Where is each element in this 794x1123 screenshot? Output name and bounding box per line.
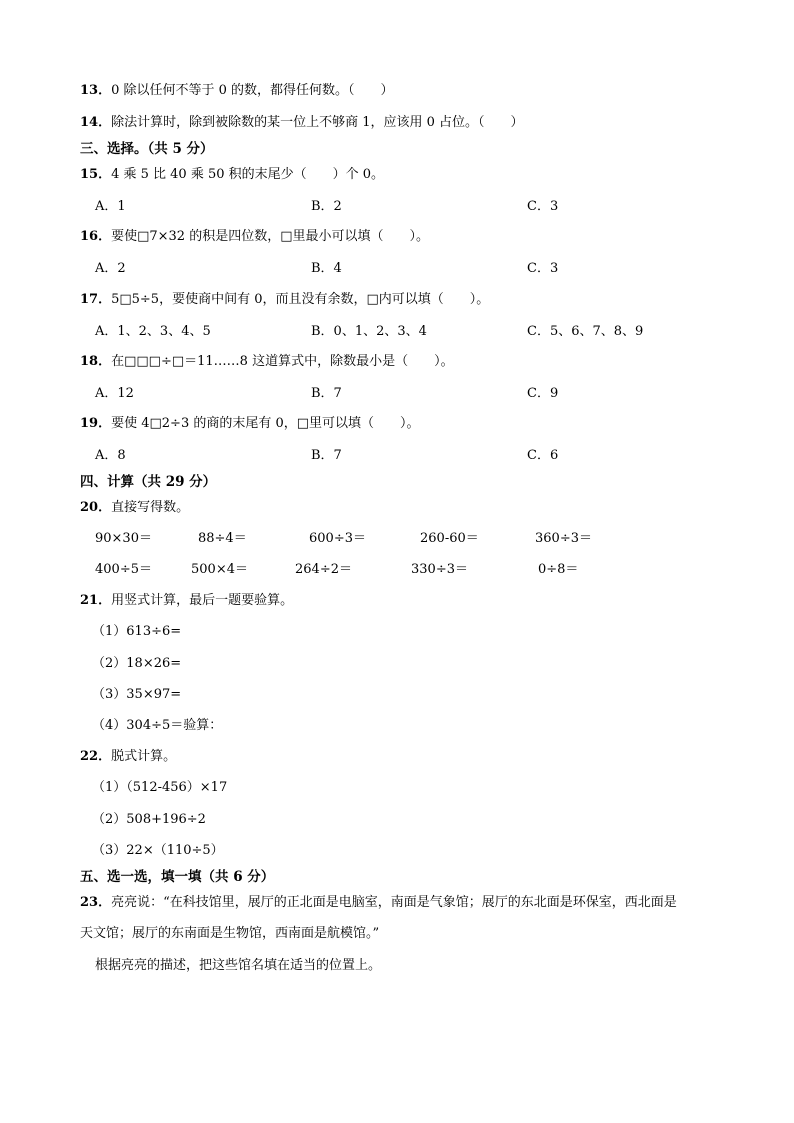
option-a: A．12 xyxy=(95,386,134,401)
question-text: 要使□7×32 的积是四位数，□里最小可以填（ ）。 xyxy=(111,229,429,244)
question-text: 5□5÷5，要使商中间有 0，而且没有余数，□内可以填（ ）。 xyxy=(111,292,490,307)
question-20 xyxy=(80,500,189,516)
option-a: A．1、2、3、4、5 xyxy=(95,324,211,339)
oral-calc-item: 500×4＝ xyxy=(191,562,248,577)
question-text: 0 除以任何不等于 0 的数，都得任何数。（ ） xyxy=(111,83,394,98)
oral-calc-item: 330÷3＝ xyxy=(411,562,468,577)
question-15 xyxy=(80,167,384,183)
section-heading-5: 五、选一选，填一填（共 6 分） xyxy=(80,869,275,885)
question-21 xyxy=(80,593,293,609)
question-text: 在□□□÷□＝11……8 这道算式中，除数最小是（ ）。 xyxy=(111,354,454,369)
instruction-text: 根据亮亮的描述，把这些馆名填在适当的位置上。 xyxy=(95,958,382,973)
option-b: B．2 xyxy=(311,199,342,214)
section-heading-4: 四、计算（共 29 分） xyxy=(80,474,217,490)
option-a: A．2 xyxy=(95,261,126,276)
option-b: B．4 xyxy=(311,261,342,276)
sub-item: （1）（512-456）×17 xyxy=(92,780,228,795)
question-number: 16． xyxy=(80,229,112,244)
question-number: 17． xyxy=(80,292,112,307)
question-number: 22． xyxy=(80,749,112,764)
question-text: 要使 4□2÷3 的商的末尾有 0，□里可以填（ ）。 xyxy=(111,416,420,431)
option-c: C．9 xyxy=(527,386,559,401)
question-text: 亮亮说：“在科技馆里，展厅的正北面是电脑室，南面是气象馆；展厅的东北面是环保室，西北面是 xyxy=(111,895,677,910)
question-number: 23． xyxy=(80,895,112,910)
question-16 xyxy=(80,229,429,245)
oral-calc-item: 90×30＝ xyxy=(95,531,152,546)
question-17 xyxy=(80,292,489,308)
oral-calc-item: 360÷3＝ xyxy=(535,531,592,546)
sub-item: （4）304÷5＝验算： xyxy=(92,718,223,733)
option-c: C．5、6、7、8、9 xyxy=(527,324,644,339)
sub-item: （2）18×26= xyxy=(92,656,182,671)
question-number: 13． xyxy=(80,83,112,98)
sub-item: （2）508+196÷2 xyxy=(92,812,206,827)
question-text: 直接写得数。 xyxy=(111,500,190,515)
oral-calc-item: 400÷5＝ xyxy=(95,562,152,577)
question-14 xyxy=(80,115,524,131)
question-19 xyxy=(80,416,420,432)
question-18 xyxy=(80,354,454,370)
question-number: 18． xyxy=(80,354,112,369)
sub-item: （3）22×（110÷5） xyxy=(92,843,224,858)
question-23 xyxy=(80,895,677,911)
question-number: 20． xyxy=(80,500,112,515)
question-number: 19． xyxy=(80,416,112,431)
option-b: B．7 xyxy=(311,448,342,463)
section-heading-3: 三、选择。（共 5 分） xyxy=(80,141,214,157)
option-b: B．0、1、2、3、4 xyxy=(311,324,427,339)
question-text: 用竖式计算，最后一题要验算。 xyxy=(111,593,294,608)
question-number: 15． xyxy=(80,167,112,182)
option-c: C．3 xyxy=(527,261,559,276)
question-text: 脱式计算。 xyxy=(111,749,177,764)
oral-calc-item: 264÷2＝ xyxy=(295,562,352,577)
question-22 xyxy=(80,749,176,765)
question-text: 4 乘 5 比 40 乘 50 积的末尾少（ ）个 0。 xyxy=(111,167,385,182)
question-text: 除法计算时，除到被除数的某一位上不够商 1，应该用 0 占位。（ ） xyxy=(111,115,524,130)
question-number: 21． xyxy=(80,593,112,608)
option-a: A．1 xyxy=(95,199,126,214)
sub-item: （1）613÷6= xyxy=(92,624,182,639)
oral-calc-item: 260-60＝ xyxy=(420,531,479,546)
option-a: A．8 xyxy=(95,448,126,463)
question-text-continued: 天文馆；展厅的东南面是生物馆，西南面是航模馆。” xyxy=(80,926,380,941)
option-c: C．3 xyxy=(527,199,559,214)
oral-calc-item: 0÷8＝ xyxy=(538,562,579,577)
sub-item: （3）35×97= xyxy=(92,687,182,702)
question-13 xyxy=(80,83,394,99)
question-number: 14． xyxy=(80,115,112,130)
oral-calc-item: 88÷4＝ xyxy=(198,531,247,546)
option-c: C．6 xyxy=(527,448,559,463)
option-b: B．7 xyxy=(311,386,342,401)
oral-calc-item: 600÷3＝ xyxy=(309,531,366,546)
